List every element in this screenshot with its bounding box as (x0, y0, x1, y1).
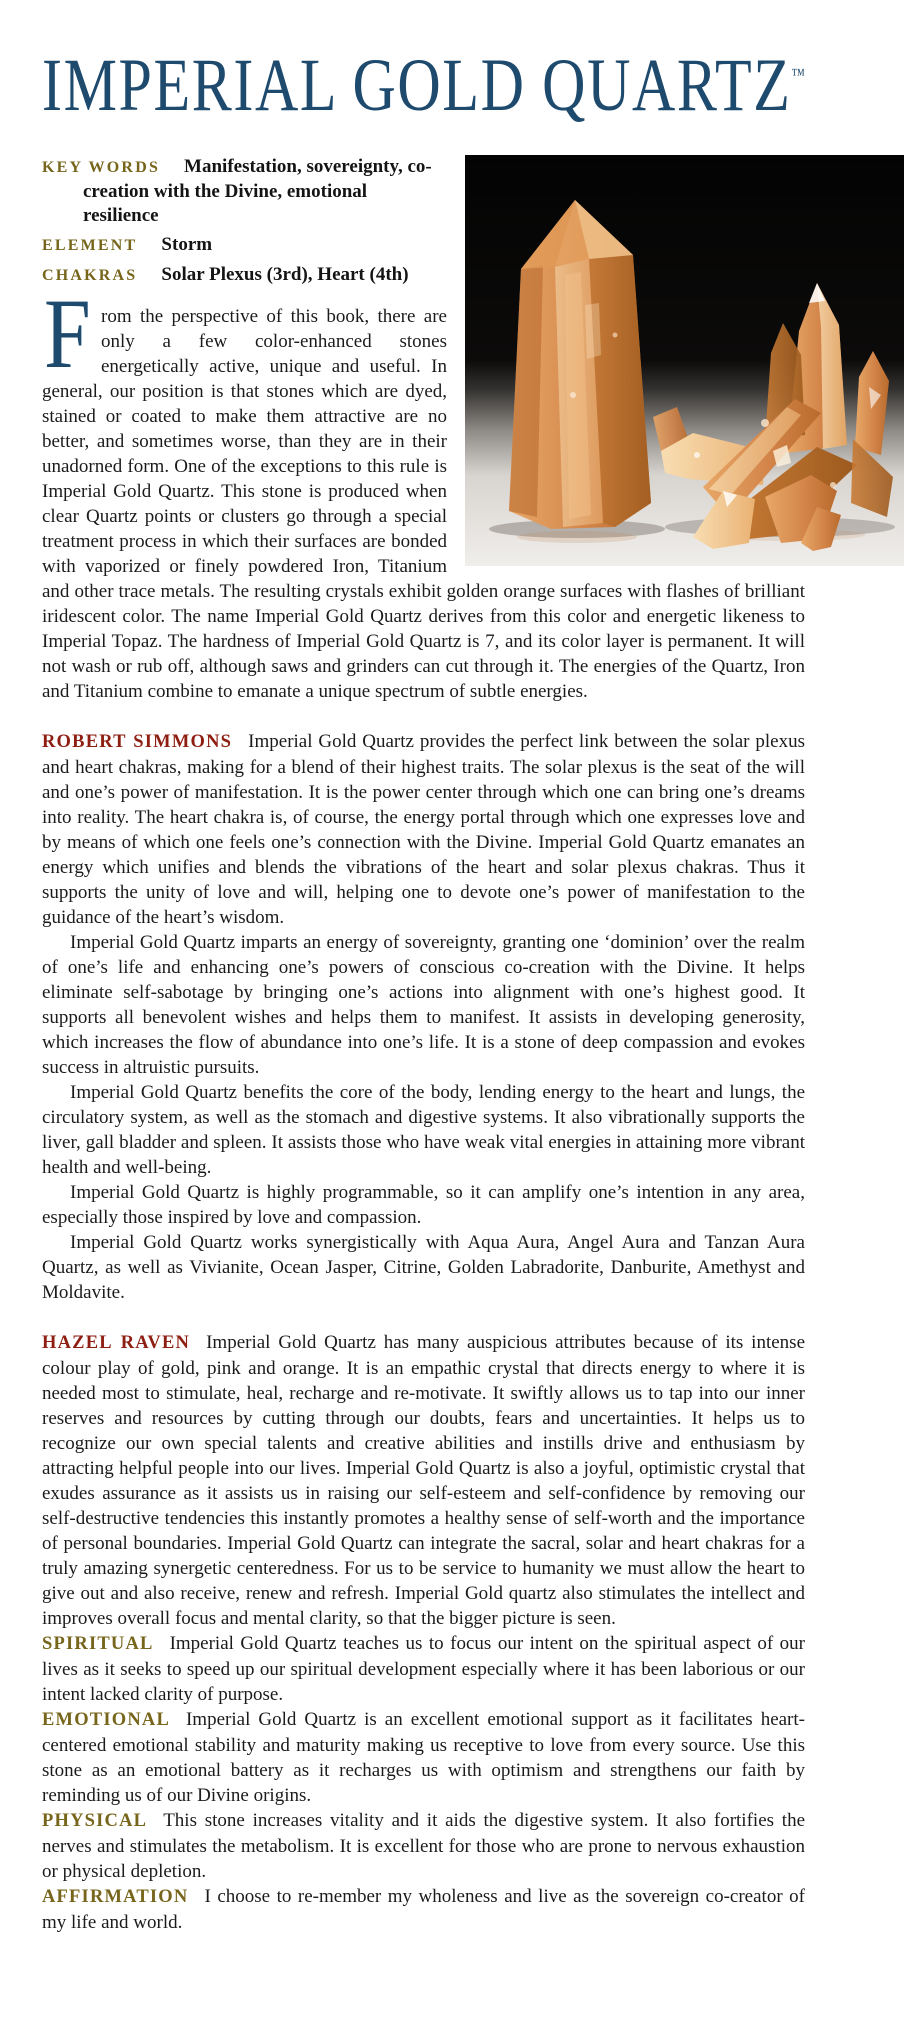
trademark-symbol: ™ (791, 65, 805, 84)
subsection-text: Imperial Gold Quartz teaches us to focus our intent on the spiritual aspect of our lives as it seeks to speed up our spiritual development especially where it has been laborious or our intent lacked clarity of purpose. (42, 1633, 805, 1705)
title-text: IMPERIAL GOLD QUARTZ (42, 44, 792, 127)
paragraph: Imperial Gold Quartz works synergistically with Aqua Aura, Angel Aura and Tanzan Aura Quartz, as well as Vivianite, Ocean Jasper, Citrine, Golden Labradorite, Danburite, Amethyst and Moldavite. (42, 1232, 805, 1303)
paragraph: Imperial Gold Quartz is highly programmable, so it can amplify one’s intention in any area, especially those inspired by love and compassion. (42, 1182, 805, 1228)
section-heading-robert-simmons: ROBERT SIMMONS (42, 732, 233, 752)
crystal-photo (465, 155, 904, 566)
property-label-chakras: CHAKRAS (42, 267, 138, 284)
subsection-label-emotional: EMOTIONAL (42, 1710, 170, 1730)
property-label-key-words: KEY WORDS (42, 159, 161, 176)
property-value-key-words: Manifestation, sovereignty, co-creation with the Divine, emotional resilience (83, 156, 432, 226)
section-heading-hazel-raven: HAZEL RAVEN (42, 1333, 191, 1353)
subsection-label-physical: PHYSICAL (42, 1811, 148, 1831)
paragraph: Imperial Gold Quartz benefits the core of the body, lending energy to the heart and lungs, the circulatory system, as well as the stomach and digestive systems. It also vibrationally supports the liver, gall bladder and spleen. It assists those who have weak vital energies in attaining more vibrant health and well-being. (42, 1082, 805, 1178)
paragraph (42, 729, 805, 930)
subsection-text: I choose to re-member my wholeness and live as the sovereign co-creator of my life and world. (42, 1886, 805, 1933)
paragraph (42, 1330, 805, 1631)
subsection-physical (42, 1808, 805, 1884)
subsection-spiritual (42, 1631, 805, 1707)
subsection-affirmation (42, 1884, 805, 1935)
property-label-element: ELEMENT (42, 237, 138, 254)
paragraph-text: Imperial Gold Quartz has many auspicious attributes because of its intense colour play of gold, pink and orange. It is an empathic crystal that directs energy to where it is needed most to stimulate, heal, recharge and re-motivate. It swiftly allows us to tap into our inner reserves and resources by cutting through our doubts, fears and uncertainties. It helps us to recognize our own special talents and creative abilities and instills drive and enthusiasm by attracting helpful people into our lives. Imperial Gold Quartz is also a joyful, optimistic crystal that exudes assurance as it assists us in raising our self-esteem and self-confidence by removing our self-destructive tendencies this instantly promotes a healthy sense of self-worth and the importance of personal boundaries. Imperial Gold Quartz can integrate the sacral, solar and heart chakras for a truly amazing synergetic centeredness. For us to be service to humanity we must allow the heart to give out and also receive, renew and refresh. Imperial Gold quartz also stimulates the intellect and improves overall focus and mental clarity, so that the bigger picture is seen. (42, 1332, 805, 1629)
subsection-label-spiritual: SPIRITUAL (42, 1634, 154, 1654)
section-hazel-raven (42, 1330, 805, 1935)
page-title (42, 40, 805, 127)
property-value-chakras: Solar Plexus (3rd), Heart (4th) (161, 264, 409, 285)
page-flow (42, 155, 805, 1935)
subsection-text: Imperial Gold Quartz is an excellent emotional support as it facilitates heart-centered emotional stability and maturity making us receptive to love from every source. Use this stone as an emotional battery as it recharges us with optimism and strengthens our faith by reminding us of our Divine origins. (42, 1709, 805, 1806)
subsection-label-affirmation: AFFIRMATION (42, 1887, 189, 1907)
paragraph: Imperial Gold Quartz imparts an energy of sovereignty, granting one ‘dominion’ over the realm of one’s life and enhancing one’s powers of conscious co-creation with the Divine. It helps eliminate self-sabotage by bringing one’s actions into alignment with one’s highest good. It supports all benevolent wishes and helps them to manifest. It assists in developing generosity, which increases the flow of abundance into one’s life. It is a stone of deep compassion and evokes success in altruistic pursuits. (42, 932, 805, 1078)
property-value-element: Storm (161, 234, 213, 255)
section-robert-simmons (42, 729, 805, 1305)
intro-text: rom the perspective of this book, there are only a few color-enhanced stones energetically active, unique and useful. In general, our position is that stones which are dyed, stained or coated to make them attractive are no better, and sometimes worse, than they are in their unadorned form. One of the exceptions to this rule is Imperial Gold Quartz. This stone is produced when clear Quartz points or clusters go through a special treatment process in which their surfaces are bonded with vaporized or finely powdered Iron, Titanium and other trace metals. The resulting crystals exhibit golden orange surfaces with flashes of brilliant iridescent color. The name Imperial Gold Quartz derives from this color and energetic likeness to Imperial Topaz. The hardness of Imperial Gold Quartz is 7, and its color layer is permanent. It will not wash or rub off, although saws and grinders can cut through it. The energies of the Quartz, Iron and Titanium combine to emanate a unique spectrum of subtle energies. (42, 306, 805, 702)
crystal-photo-illustration (465, 155, 904, 566)
paragraph-text: Imperial Gold Quartz provides the perfect link between the solar plexus and heart chakras, making for a blend of their highest traits. The solar plexus is the seat of the will and one’s power of manifestation. It is the power center through which one can bring one’s dreams into reality. The heart chakra is, of course, the energy portal through which one expresses love and by means of which one feels one’s connection with the Divine. Imperial Gold Quartz emanates an energy which unifies and blends the vibrations of the heart and solar plexus chakras. Thus it supports the unity of love and will, helping one to devote one’s power of manifestation to the guidance of the heart’s wisdom. (42, 731, 805, 928)
subsection-text: This stone increases vitality and it aids the digestive system. It also fortifies the nerves and stimulates the metabolism. It is excellent for those who are prone to nervous exhaustion or physical depletion. (42, 1810, 805, 1882)
subsection-emotional (42, 1707, 805, 1808)
drop-cap: F (44, 278, 91, 389)
